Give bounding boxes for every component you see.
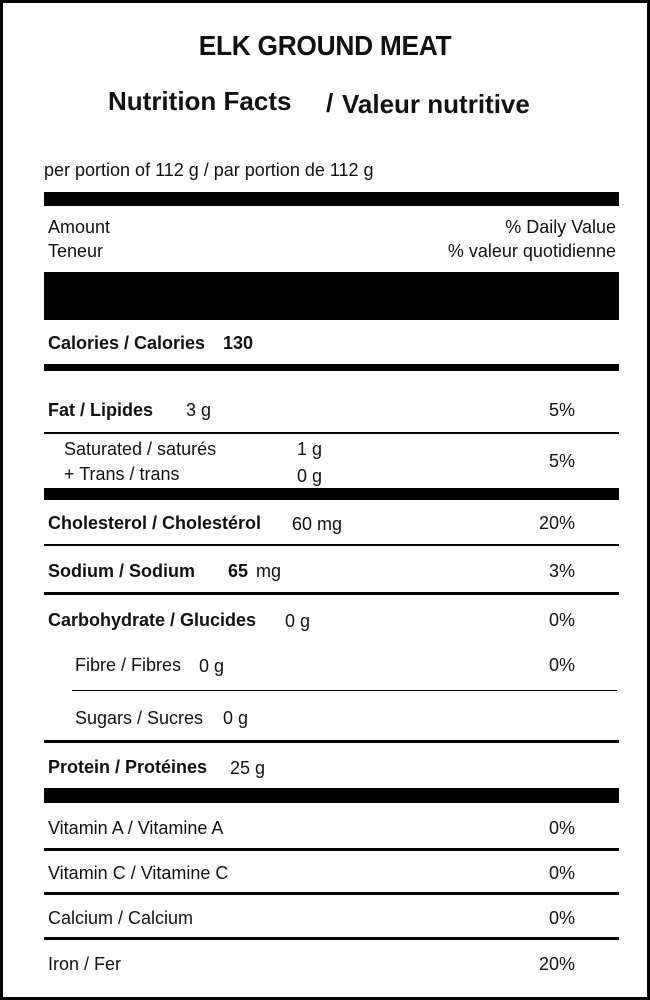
product-name: ELK GROUND MEAT [198, 30, 452, 61]
saturated-label: Saturated / saturés [64, 439, 217, 459]
cholesterol-label: Cholesterol / Cholestérol [48, 513, 262, 533]
divider-thin [44, 544, 619, 546]
fibre-value: 0 g [199, 656, 225, 676]
valeur-nutritive-heading: Valeur nutritive [342, 89, 530, 119]
divider-thick [44, 788, 619, 803]
sugars-label: Sugars / Sucres [75, 708, 204, 728]
calories-value: 130 [223, 333, 254, 353]
carbohydrate-dv: 0% [548, 610, 575, 630]
trans-label: + Trans / trans [64, 464, 180, 484]
sodium-label: Sodium / Sodium [48, 561, 195, 581]
divider-thick [44, 488, 619, 500]
divider-thick [44, 192, 619, 206]
sugars-value: 0 g [223, 708, 249, 728]
divider-thin [44, 740, 619, 743]
nutrition-facts-heading: Nutrition Facts [108, 86, 292, 116]
valeur-quotidienne-label: % valeur quotidienne [447, 241, 616, 261]
divider-block [44, 272, 619, 320]
heading-separator: / [326, 88, 334, 118]
fat-dv: 5% [548, 400, 575, 420]
fibre-label: Fibre / Fibres [75, 655, 182, 675]
calcium-dv: 0% [548, 908, 575, 928]
iron-label: Iron / Fer [48, 954, 122, 974]
divider-medium [44, 364, 619, 371]
carbohydrate-label: Carbohydrate / Glucides [48, 610, 257, 630]
fibre-dv: 0% [548, 655, 575, 675]
vitamin-c-dv: 0% [548, 863, 575, 883]
cholesterol-dv: 20% [538, 513, 575, 533]
protein-label: Protein / Protéines [48, 757, 208, 777]
sodium-unit: mg [256, 561, 282, 581]
teneur-label: Teneur [48, 241, 104, 261]
fat-value: 3 g [186, 400, 212, 420]
divider-thin [44, 892, 619, 895]
vitamin-a-label: Vitamin A / Vitamine A [48, 818, 224, 838]
daily-value-label: % Daily Value [505, 217, 616, 237]
saturated-value: 1 g [297, 439, 323, 459]
divider-hairline [72, 690, 617, 691]
carbohydrate-value: 0 g [285, 611, 311, 631]
calories-label: Calories / Calories [48, 333, 206, 353]
divider-thin [44, 848, 619, 851]
trans-value: 0 g [297, 466, 323, 486]
divider-thin [44, 937, 619, 940]
sodium-dv: 3% [548, 561, 575, 581]
cholesterol-value: 60 mg [292, 514, 343, 534]
protein-value: 25 g [230, 758, 266, 778]
iron-dv: 20% [538, 954, 575, 974]
amount-label: Amount [48, 217, 111, 237]
sodium-value: 65 [228, 561, 249, 581]
serving-size: per portion of 112 g / par portion de 112 g [44, 160, 374, 180]
vitamin-c-label: Vitamin C / Vitamine C [48, 863, 229, 883]
divider-thin [44, 432, 619, 434]
sat-trans-dv: 5% [548, 451, 575, 471]
calcium-label: Calcium / Calcium [48, 908, 194, 928]
fat-label: Fat / Lipides [48, 400, 154, 420]
divider-thin [44, 592, 619, 595]
vitamin-a-dv: 0% [548, 818, 575, 838]
